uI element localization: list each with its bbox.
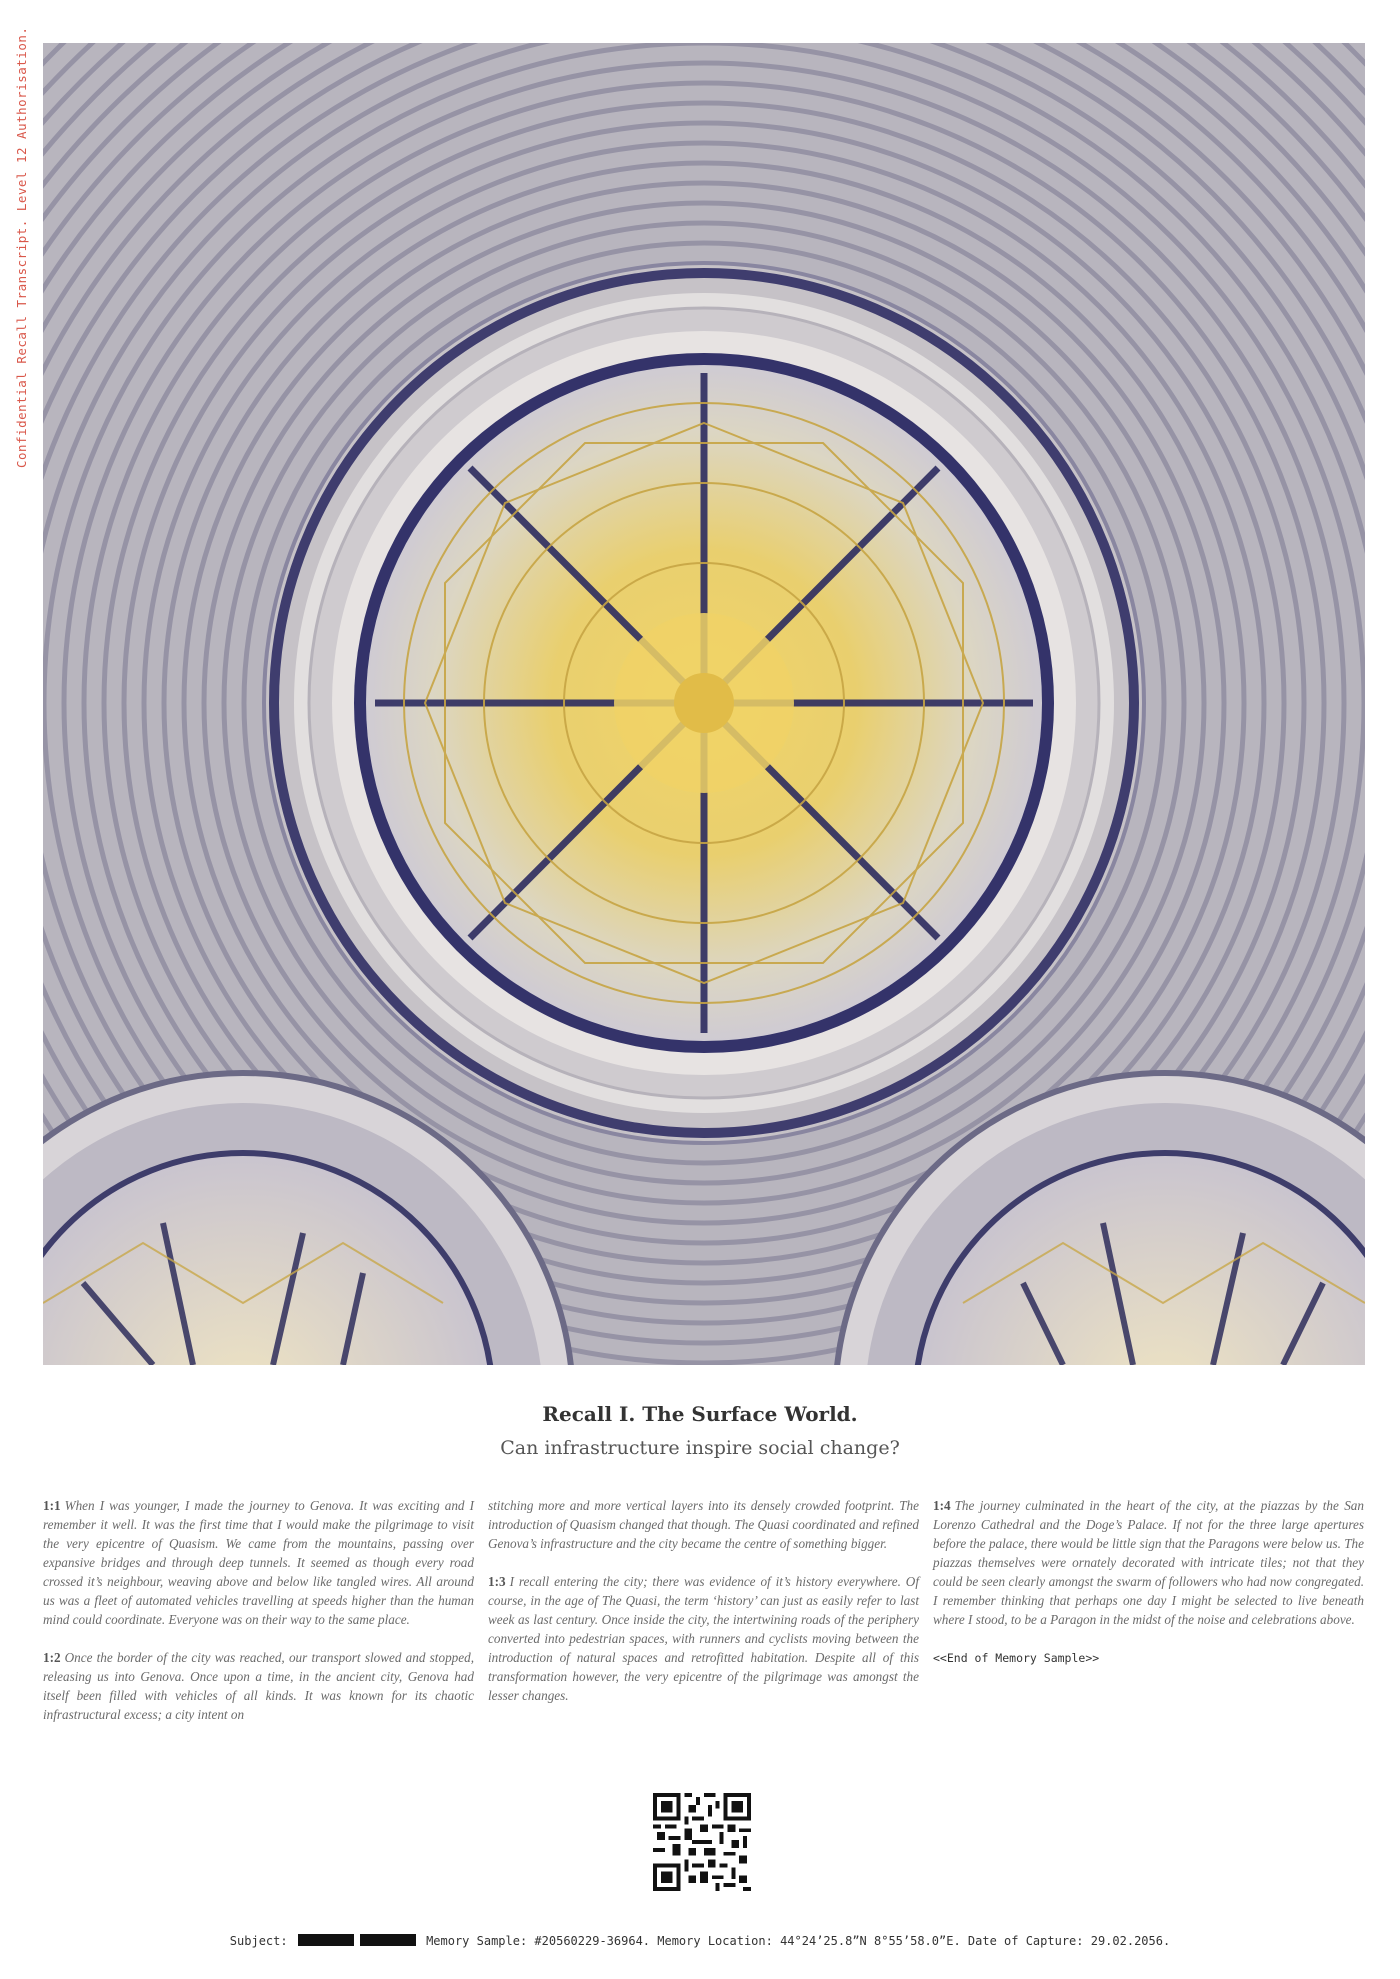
end-of-sample [933,1648,1364,1668]
paragraph-1-4 [933,1496,1364,1629]
column-3 [933,1496,1364,1743]
memory-details: Memory Sample: #20560229-36964. Memory Location: 44°24’25.8”N 8°55’58.0”E. Date of Capture: 29.02.2056. [426,1934,1171,1948]
paragraph-text: Once the border of the city was reached, our transport slowed and stopped, releasing us into Genova. Once upon a time, in the ancient city, Genova had itself been filled with vehicles of all kinds. It was known for its chaotic infrastructural excess; a city intent on [43,1650,474,1722]
redaction-bar [298,1934,354,1946]
paragraph-1-2 [43,1648,474,1724]
page-title: Recall I. The Surface World. [542,1402,858,1426]
end-note: <<End of Memory Sample>> [933,1651,1100,1665]
redaction-bar [360,1934,416,1946]
paragraph-1-2-continued [488,1496,919,1553]
paragraph-1-3 [488,1572,919,1705]
qr-code-icon[interactable] [653,1793,751,1891]
page-subtitle: Can infrastructure inspire social change? [500,1437,900,1459]
paragraph-text: The journey culminated in the heart of the city, at the piazzas by the San Lorenzo Cathedral and the Doge’s Palace. If not for the three large apertures before the palace, there would be little sign that the Paragons were below us. The piazzas themselves were ornately decorated with intricate tiles; not that they could be seen clearly amongst the swarm of followers who had now congregated. I remember thinking that perhaps one day I might be selected to live beneath where I stood, to be a Paragon in the midst of the noise and celebrations above. [933,1498,1364,1627]
paragraph-number: 1:3 [488,1574,506,1589]
text-columns [43,1496,1365,1743]
subject-label: Subject: [229,1934,288,1948]
paragraph-number: 1:4 [933,1498,951,1513]
paragraph-text: When I was younger, I made the journey to Genova. It was exciting and I remember it well. It was the first time that I would make the pilgrimage to visit the very epicentre of Quasism. We came from the mountains, passing over expansive bridges and through deep tunnels. It seemed as though every road crossed it’s neighbour, weaving above and below like tangled wires. All around us was a fleet of automated vehicles travelling at speeds higher than the human mind could coordinate. Everyone was on their way to the same place. [43,1498,474,1627]
hero-dome-image [43,43,1365,1365]
paragraph-1-1 [43,1496,474,1629]
column-1 [43,1496,474,1743]
paragraph-number: 1:1 [43,1498,61,1513]
footer-metadata [0,1934,1400,1948]
architectural-dome-image [43,43,1365,1365]
paragraph-text: I recall entering the city; there was evidence of it’s history everywhere. Of course, in the age of The Quasi, the term ‘history’ can just as easily refer to last week as last century. Once inside the city, the intertwining roads of the periphery converted into pedestrian spaces, with runners and cyclists moving between the introduction of natural spaces and retrofitted habitation. Despite all of this transformation however, the very epicentre of the pilgrimage was amongst the lesser changes. [488,1574,919,1703]
paragraph-text: stitching more and more vertical layers into its densely crowded footprint. The introduction of Quasism changed that though. The Quasi coordinated and refined Genova’s infrastructure and the city became the centre of something bigger. [488,1498,919,1551]
paragraph-number: 1:2 [43,1650,61,1665]
column-2 [488,1496,919,1743]
confidential-side-label: Confidential Recall Transcript. Level 12 Authorisation. [14,26,29,468]
